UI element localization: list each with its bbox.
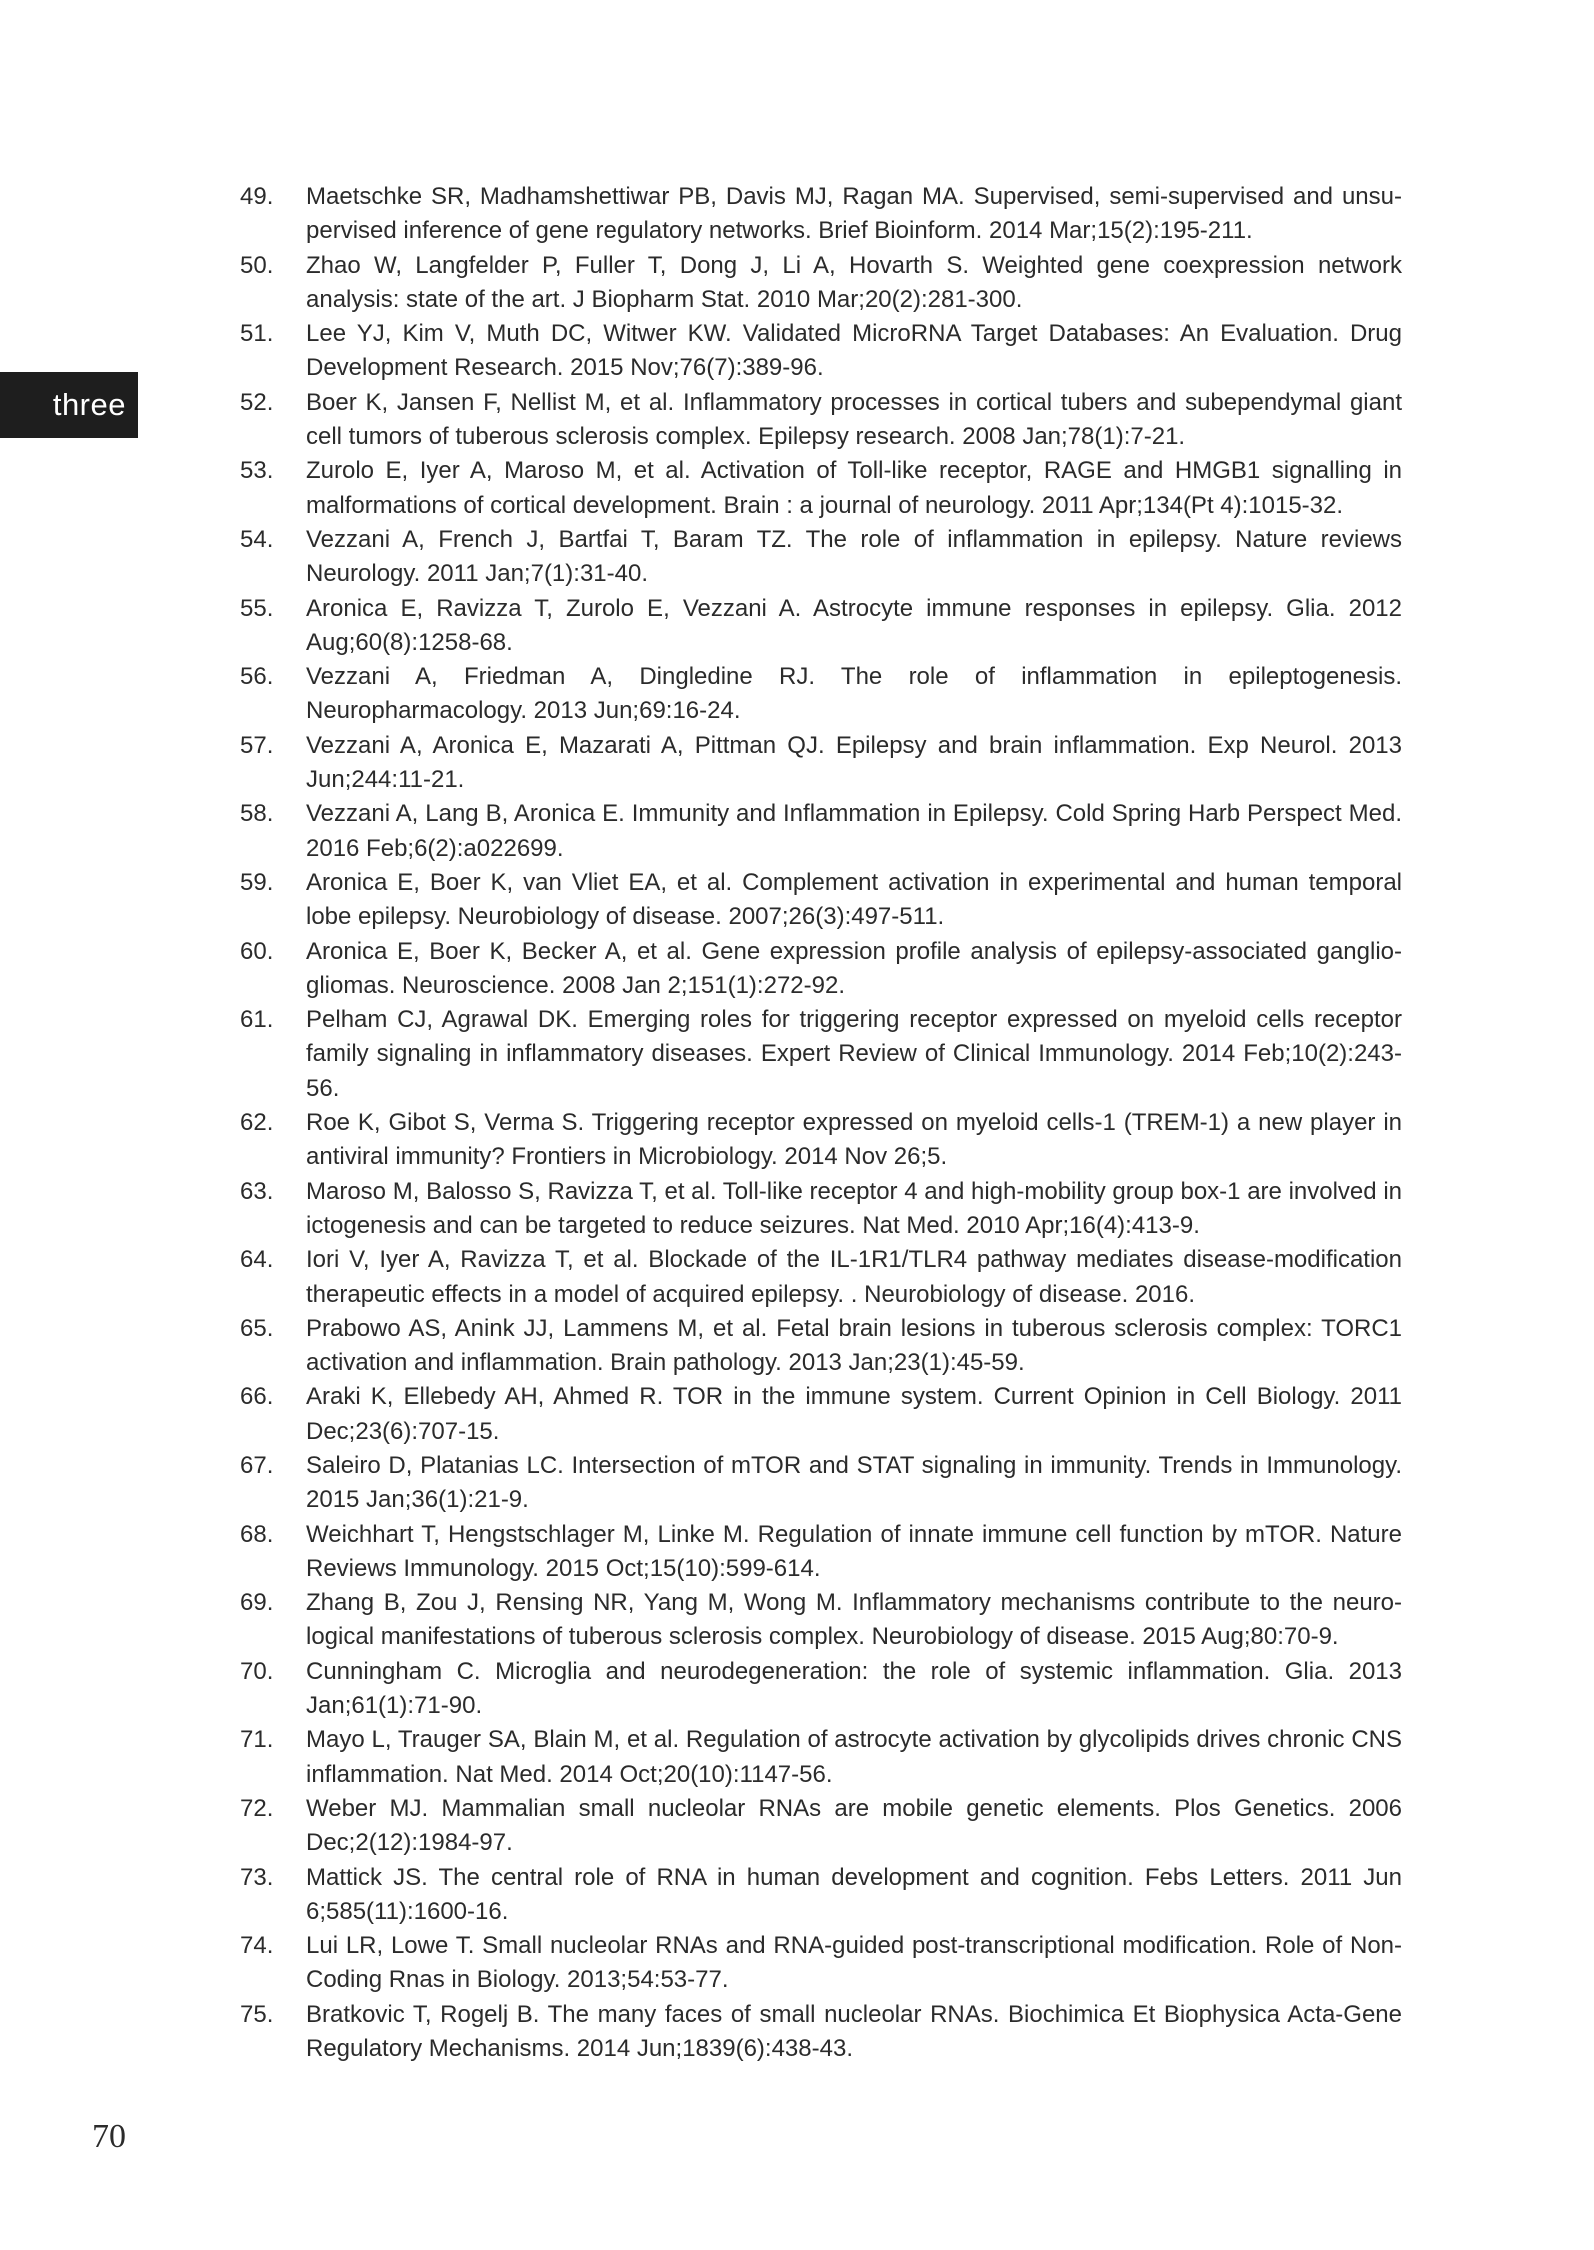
- reference-number: 74.: [240, 1932, 274, 1960]
- reference-item: [240, 660, 1402, 729]
- reference-text: Pelham CJ, Agrawal DK. Emerging roles for triggering receptor expressed on myeloid cells receptor family signaling in inflammatory diseases. Expert Review of Clinical Immunology. 2014 Feb;10(2):243-56.: [306, 1006, 1402, 1102]
- reference-number: 69.: [240, 1589, 274, 1617]
- reference-item: [240, 592, 1402, 661]
- reference-number: 55.: [240, 594, 274, 622]
- reference-number: 68.: [240, 1520, 274, 1548]
- reference-number: 50.: [240, 251, 274, 279]
- reference-text: Zhang B, Zou J, Rensing NR, Yang M, Wong M. Inflammatory mechanisms contribute to the neuro-logical manifestations of tuberous sclerosis complex. Neurobiology of disease. 2015 Aug;80:70-9.: [306, 1589, 1402, 1651]
- reference-text: Maroso M, Balosso S, Ravizza T, et al. Toll-like receptor 4 and high-mobility group box-1 are involved in ictogenesis and can be targeted to reduce seizures. Nat Med. 2010 Apr;16(4):413-9.: [306, 1177, 1402, 1239]
- reference-number: 62.: [240, 1109, 274, 1137]
- reference-list: [240, 180, 1402, 2066]
- reference-item: [240, 1655, 1402, 1724]
- reference-item: [240, 1518, 1402, 1587]
- reference-item: [240, 1106, 1402, 1175]
- reference-text: Boer K, Jansen F, Nellist M, et al. Inflammatory processes in cortical tubers and subependymal giant cell tumors of tuberous sclerosis complex. Epilepsy research. 2008 Jan;78(1):7-21.: [306, 388, 1402, 451]
- reference-number: 49.: [240, 183, 274, 210]
- reference-text: Bratkovic T, Rogelj B. The many faces of small nucleolar RNAs. Biochimica Et Biophysica Acta-Gene Regulatory Mechanisms. 2014 Jun;1839(6):438-43.: [306, 2000, 1402, 2063]
- reference-item: [240, 1243, 1402, 1312]
- reference-text: Maetschke SR, Madhamshettiwar PB, Davis MJ, Ragan MA. Supervised, semi-supervised and unsu-pervised inference of gene regulatory networks. Brief Bioinform. 2014 Mar;15(2):195-211.: [306, 183, 1402, 245]
- reference-number: 58.: [240, 800, 274, 828]
- reference-text: Zurolo E, Iyer A, Maroso M, et al. Activation of Toll-like receptor, RAGE and HMGB1 signalling in malformations of cortical development. Brain : a journal of neurology. 2011 Apr;134(Pt 4):1015-32.: [306, 457, 1402, 519]
- reference-number: 66.: [240, 1383, 274, 1411]
- reference-item: [240, 386, 1402, 455]
- reference-text: Vezzani A, Friedman A, Dingledine RJ. The role of inflammation in epileptogenesis. Neuropharmacology. 2013 Jun;69:16-24.: [306, 663, 1402, 725]
- reference-text: Aronica E, Boer K, Becker A, et al. Gene expression profile analysis of epilepsy-associated ganglio-gliomas. Neuroscience. 2008 Jan 2;151(1):272-92.: [306, 937, 1402, 999]
- chapter-tab: three: [0, 372, 138, 438]
- reference-text: Cunningham C. Microglia and neurodegeneration: the role of systemic inflammation. Glia. 2013 Jan;61(1):71-90.: [306, 1657, 1402, 1720]
- reference-item: [240, 249, 1402, 318]
- reference-number: 61.: [240, 1006, 274, 1034]
- reference-item: [240, 1998, 1402, 2067]
- reference-number: 64.: [240, 1246, 274, 1274]
- reference-item: [240, 935, 1402, 1004]
- reference-item: [240, 180, 1402, 249]
- reference-number: 73.: [240, 1863, 274, 1891]
- reference-item: [240, 1929, 1402, 1998]
- reference-text: Zhao W, Langfelder P, Fuller T, Dong J, Li A, Hovarth S. Weighted gene coexpression network analysis: state of the art. J Biopharm Stat. 2010 Mar;20(2):281-300.: [306, 251, 1402, 313]
- reference-text: Mattick JS. The central role of RNA in human development and cognition. Febs Letters. 2011 Jun 6;585(11):1600-16.: [306, 1863, 1402, 1925]
- reference-item: [240, 729, 1402, 798]
- reference-text: Weichhart T, Hengstschlager M, Linke M. Regulation of innate immune cell function by mTOR. Nature Reviews Immunology. 2015 Oct;15(10):599-614.: [306, 1520, 1402, 1582]
- reference-text: Araki K, Ellebedy AH, Ahmed R. TOR in the immune system. Current Opinion in Cell Biology. 2011 Dec;23(6):707-15.: [306, 1383, 1402, 1445]
- reference-text: Vezzani A, Aronica E, Mazarati A, Pittman QJ. Epilepsy and brain inflammation. Exp Neurol. 2013 Jun;244:11-21.: [306, 731, 1402, 794]
- reference-item: [240, 1723, 1402, 1792]
- reference-number: 75.: [240, 2000, 274, 2028]
- reference-text: Mayo L, Trauger SA, Blain M, et al. Regulation of astrocyte activation by glycolipids drives chronic CNS inflammation. Nat Med. 2014 Oct;20(10):1147-56.: [306, 1726, 1402, 1788]
- reference-number: 71.: [240, 1726, 274, 1754]
- reference-text: Vezzani A, French J, Bartfai T, Baram TZ. The role of inflammation in epilepsy. Nature reviews Neurology. 2011 Jan;7(1):31-40.: [306, 525, 1402, 588]
- reference-number: 65.: [240, 1314, 274, 1342]
- reference-item: [240, 1312, 1402, 1381]
- reference-item: [240, 1792, 1402, 1861]
- reference-item: [240, 866, 1402, 935]
- reference-number: 70.: [240, 1657, 274, 1685]
- reference-item: [240, 454, 1402, 523]
- reference-text: Lui LR, Lowe T. Small nucleolar RNAs and RNA-guided post-transcriptional modification. Role of Non-Coding Rnas in Biology. 2013;54:53-77.: [306, 1932, 1402, 1994]
- page-number: 70: [92, 2118, 126, 2155]
- reference-number: 67.: [240, 1451, 274, 1479]
- reference-number: 54.: [240, 525, 274, 553]
- reference-number: 63.: [240, 1177, 274, 1205]
- reference-number: 56.: [240, 663, 274, 691]
- reference-text: Aronica E, Boer K, van Vliet EA, et al. Complement activation in experimental and human temporal lobe epilepsy. Neurobiology of disease. 2007;26(3):497-511.: [306, 868, 1402, 931]
- reference-number: 72.: [240, 1794, 274, 1822]
- reference-text: Vezzani A, Lang B, Aronica E. Immunity and Inflammation in Epilepsy. Cold Spring Harb Perspect Med. 2016 Feb;6(2):a022699.: [306, 800, 1402, 862]
- reference-item: [240, 1449, 1402, 1518]
- reference-number: 51.: [240, 320, 274, 348]
- reference-number: 60.: [240, 937, 274, 965]
- reference-text: Aronica E, Ravizza T, Zurolo E, Vezzani A. Astrocyte immune responses in epilepsy. Glia. 2012 Aug;60(8):1258-68.: [306, 594, 1402, 656]
- reference-item: [240, 523, 1402, 592]
- reference-item: [240, 1586, 1402, 1655]
- reference-item: [240, 317, 1402, 386]
- reference-number: 59.: [240, 868, 274, 896]
- reference-text: Iori V, Iyer A, Ravizza T, et al. Blockade of the IL-1R1/TLR4 pathway mediates disease-modification therapeutic effects in a model of acquired epilepsy. . Neurobiology of disease. 2016.: [306, 1246, 1402, 1308]
- reference-item: [240, 1175, 1402, 1244]
- reference-text: Prabowo AS, Anink JJ, Lammens M, et al. Fetal brain lesions in tuberous sclerosis complex: TORC1 activation and inflammation. Brain pathology. 2013 Jan;23(1):45-59.: [306, 1314, 1402, 1377]
- reference-item: [240, 1003, 1402, 1106]
- reference-number: 53.: [240, 457, 274, 485]
- reference-text: Saleiro D, Platanias LC. Intersection of mTOR and STAT signaling in immunity. Trends in Immunology. 2015 Jan;36(1):21-9.: [306, 1451, 1402, 1514]
- reference-text: Lee YJ, Kim V, Muth DC, Witwer KW. Validated MicroRNA Target Databases: An Evaluation. Drug Development Research. 2015 Nov;76(7):389-96.: [306, 320, 1402, 382]
- reference-text: Roe K, Gibot S, Verma S. Triggering receptor expressed on myeloid cells-1 (TREM-1) a new player in antiviral immunity? Frontiers in Microbiology. 2014 Nov 26;5.: [306, 1109, 1402, 1171]
- reference-item: [240, 1380, 1402, 1449]
- reference-text: Weber MJ. Mammalian small nucleolar RNAs are mobile genetic elements. Plos Genetics. 2006 Dec;2(12):1984-97.: [306, 1794, 1402, 1857]
- reference-item: [240, 797, 1402, 866]
- reference-item: [240, 1861, 1402, 1930]
- reference-number: 52.: [240, 388, 274, 416]
- reference-number: 57.: [240, 731, 274, 759]
